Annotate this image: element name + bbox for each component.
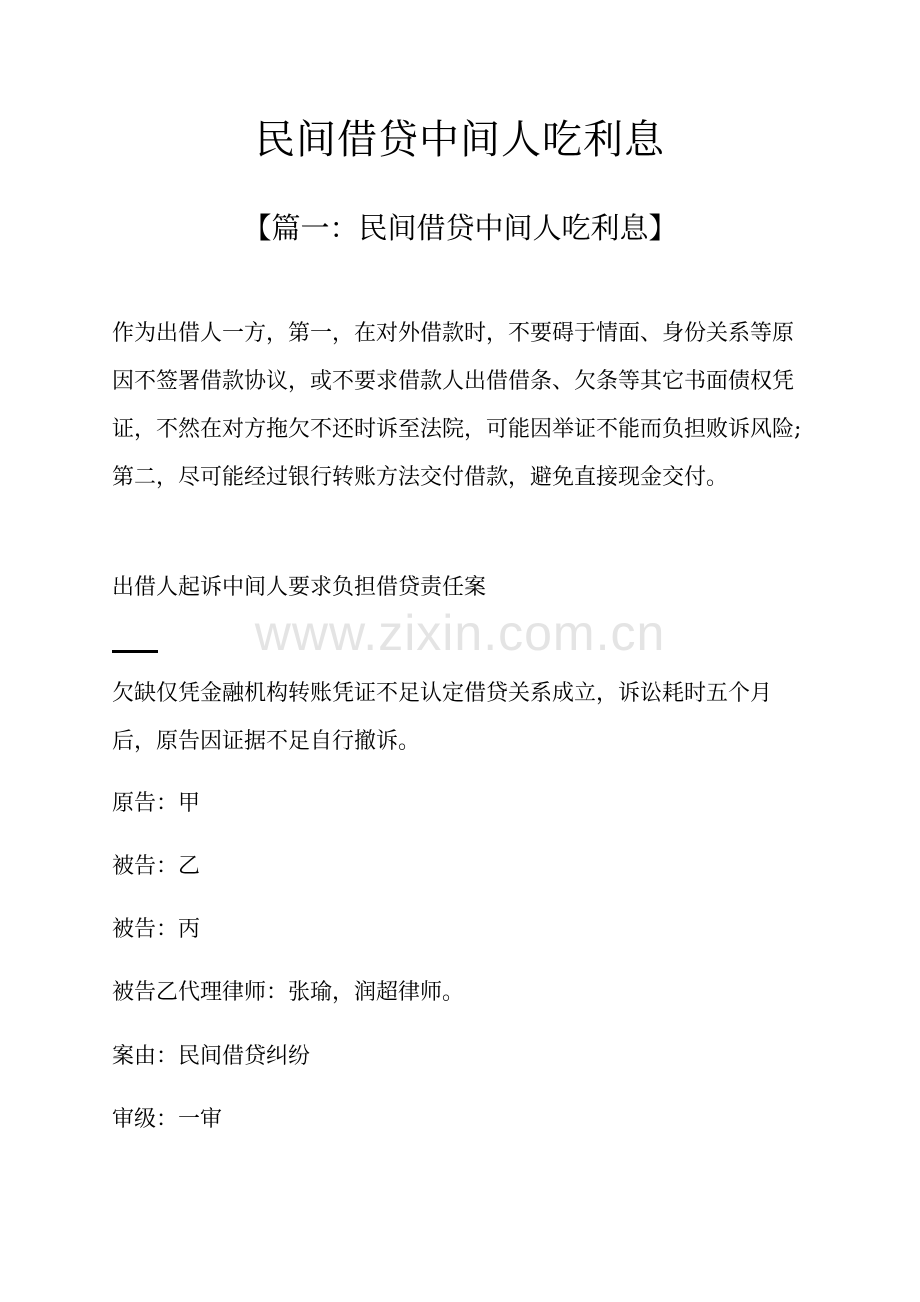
trial-level-line: 审级：一审	[112, 1107, 223, 1132]
defendant-line-2: 被告：丙	[112, 917, 201, 942]
lawyer-line: 被告乙代理律师：张瑜，润超律师。	[112, 980, 465, 1005]
document-subtitle: 【篇一：民间借贷中间人吃利息】	[242, 211, 678, 245]
dash-divider	[112, 650, 158, 653]
defendant-line-1: 被告：乙	[112, 854, 201, 879]
plaintiff-line: 原告：甲	[112, 791, 201, 816]
document-title: 民间借贷中间人吃利息	[255, 117, 665, 163]
cause-line: 案由：民间借贷纠纷	[112, 1044, 311, 1069]
watermark: www.zixin.com.cn	[254, 605, 666, 661]
paragraph-intro: 作为出借人一方，第一，在对外借款时，不要碍于情面、身份关系等原因不签署借款协议，或不要求借款人出借借条、欠条等其它书面债权凭证，不然在对方拖欠不还时诉至法院，可能因举证不能而负担败诉风险;第二，尽可能经过银行转账方法交付借款，避免直接现金交付。	[112, 321, 802, 490]
paragraph-summary: 欠缺仅凭金融机构转账凭证不足认定借贷关系成立，诉讼耗时五个月后，原告因证据不足自行撤诉。	[112, 681, 773, 754]
case-heading: 出借人起诉中间人要求负担借贷责任案	[112, 575, 487, 600]
